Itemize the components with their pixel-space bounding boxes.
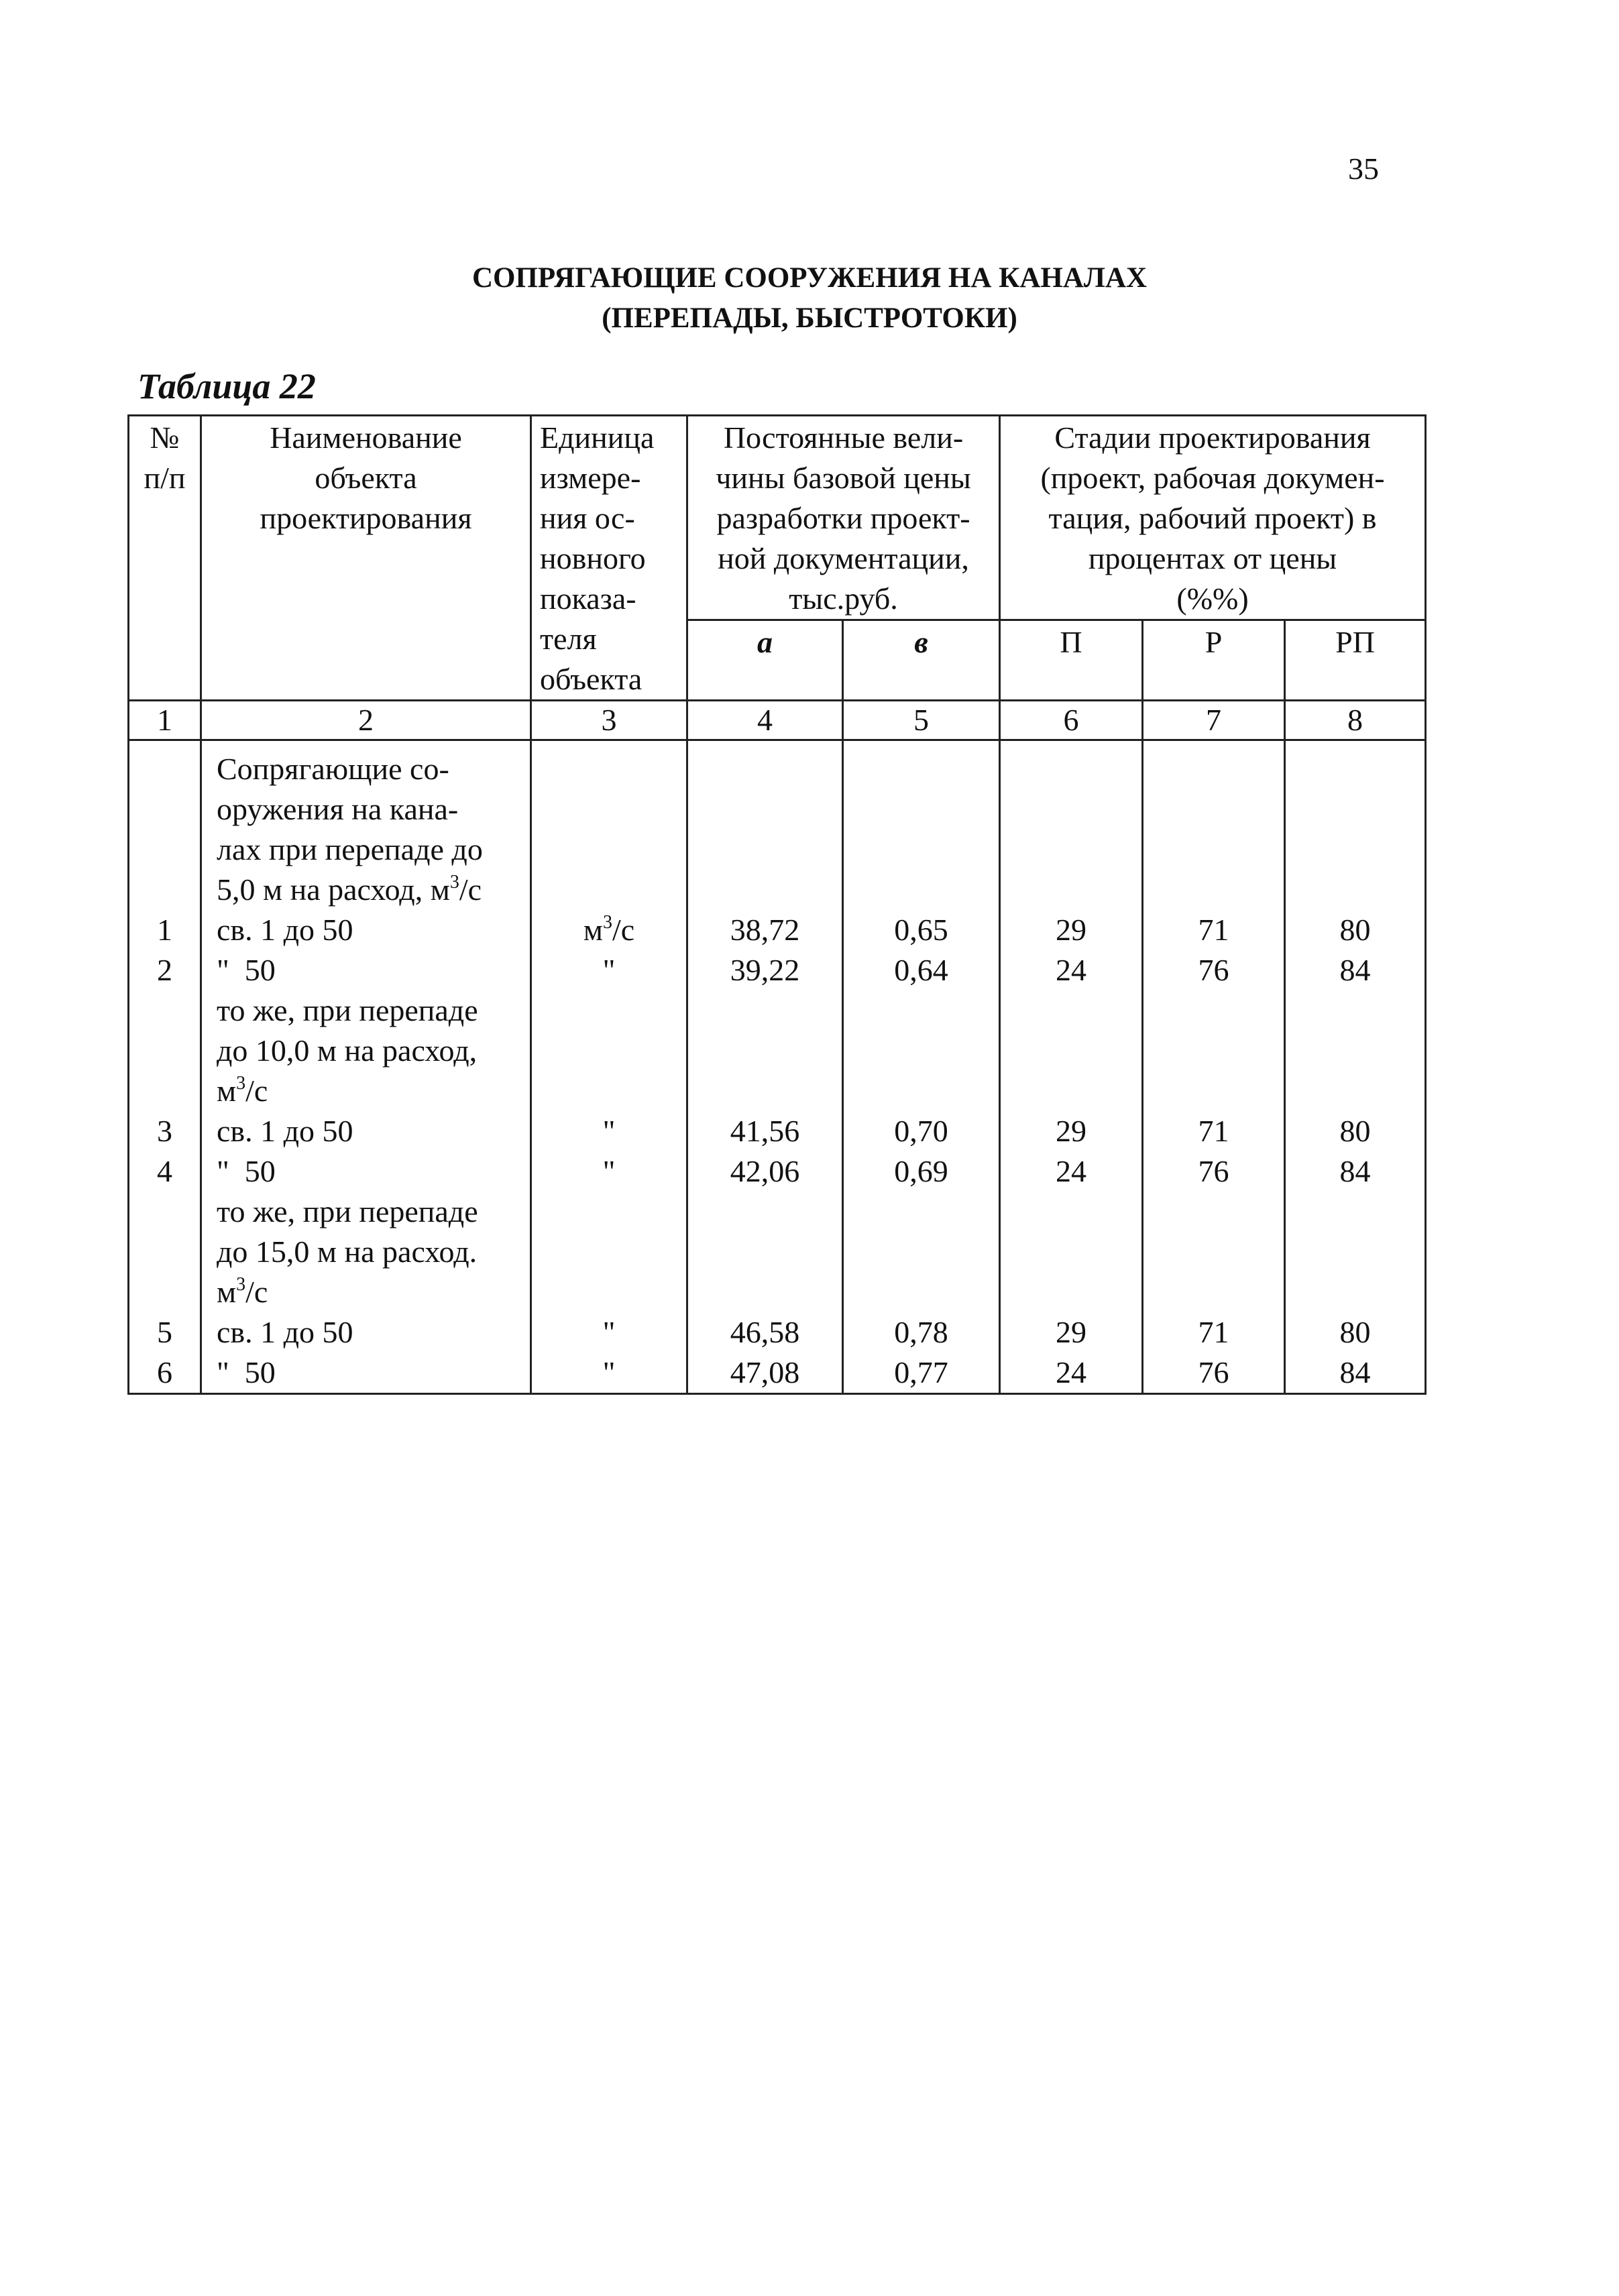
col-name (201, 740, 531, 1394)
group-label-text: м (217, 1275, 237, 1309)
group-label-line: до 15,0 м на расход. (217, 1235, 478, 1269)
row-name: " 50 (217, 1154, 276, 1188)
column-number: 8 (1285, 701, 1426, 740)
group-label-tail: /с (245, 1074, 268, 1108)
data-table (127, 414, 1427, 1395)
header-stages-line: (проект, рабочая докумен- (1040, 461, 1385, 495)
column-number: 3 (531, 701, 687, 740)
row-name: св. 1 до 50 (217, 913, 353, 947)
row-b: 0,65 (894, 913, 948, 947)
group-label-line (217, 1071, 530, 1111)
row-b: 0,70 (894, 1114, 948, 1148)
row-b: 0,78 (894, 1315, 948, 1349)
header-sub-p: П (1000, 620, 1143, 701)
header-constants-line: тыс.руб. (789, 581, 898, 616)
row-rp: 84 (1339, 1355, 1371, 1389)
row-name: " 50 (217, 953, 276, 987)
header-unit (531, 416, 687, 701)
group-label-sup: 3 (236, 1073, 246, 1094)
table-body-row (129, 740, 1426, 1394)
row-a: 41,56 (730, 1114, 800, 1148)
group-label-tail: /с (459, 872, 482, 907)
header-num-line: № (150, 420, 180, 455)
header-constants (687, 416, 1000, 620)
column-number-row (129, 701, 1426, 740)
row-r: 71 (1198, 1114, 1229, 1148)
row-rp: 80 (1339, 1315, 1371, 1349)
group-label-line: Сопрягающие со- (217, 752, 449, 786)
header-name-line: Наименование (270, 420, 462, 455)
header-sub-rp: РП (1285, 620, 1426, 701)
group-label-line: до 10,0 м на расход, (217, 1033, 478, 1068)
column-number: 6 (1000, 701, 1143, 740)
header-unit-line: объекта (540, 662, 643, 696)
row-p: 24 (1056, 1355, 1087, 1389)
row-a: 38,72 (730, 913, 800, 947)
header-sub-r: Р (1143, 620, 1285, 701)
header-stages-line: Стадии проектирования (1054, 420, 1371, 455)
group-label-line: то же, при перепаде (217, 993, 478, 1027)
header-unit-line: ния ос- (540, 501, 635, 535)
row-r: 71 (1198, 913, 1229, 947)
column-number: 7 (1143, 701, 1285, 740)
header-unit-line: новного (540, 541, 646, 575)
group-label-line: лах при перепаде до (217, 832, 483, 866)
header-name (201, 416, 531, 701)
row-p: 24 (1056, 953, 1087, 987)
row-a: 46,58 (730, 1315, 800, 1349)
header-num (129, 416, 201, 701)
row-p: 29 (1056, 1315, 1087, 1349)
row-name: " 50 (217, 1355, 276, 1389)
row-num: 6 (157, 1355, 172, 1389)
title-line-2: (ПЕРЕПАДЫ, БЫСТРОТОКИ) (602, 302, 1017, 334)
row-unit: " (602, 1315, 616, 1349)
row-a: 47,08 (730, 1355, 800, 1389)
row-unit-sup: 3 (602, 912, 612, 933)
group-label-tail: /с (245, 1275, 268, 1309)
row-p: 29 (1056, 1114, 1087, 1148)
row-rp: 80 (1339, 913, 1371, 947)
row-r: 76 (1198, 1355, 1229, 1389)
column-number: 1 (129, 701, 201, 740)
row-num: 1 (157, 913, 172, 947)
group-label-line (217, 870, 530, 910)
header-constants-line: ной документации, (718, 541, 969, 575)
header-sub-b: в (843, 620, 1000, 701)
header-name-line: объекта (315, 461, 417, 495)
row-unit: " (602, 1114, 616, 1148)
row-r: 76 (1198, 1154, 1229, 1188)
col-b (843, 740, 1000, 1394)
col-unit (531, 740, 687, 1394)
header-stages (1000, 416, 1426, 620)
row-b: 0,64 (894, 953, 948, 987)
row-unit (532, 910, 686, 950)
column-number: 4 (687, 701, 843, 740)
column-number: 2 (201, 701, 531, 740)
header-unit-line: измере- (540, 461, 641, 495)
row-num: 3 (157, 1114, 172, 1148)
col-a (687, 740, 843, 1394)
col-r (1143, 740, 1285, 1394)
col-rp (1285, 740, 1426, 1394)
row-a: 39,22 (730, 953, 800, 987)
header-stages-line: тация, рабочий проект) в (1048, 501, 1377, 535)
header-stages-line: процентах от цены (1088, 541, 1337, 575)
group-label-sup: 3 (449, 872, 459, 893)
row-r: 71 (1198, 1315, 1229, 1349)
row-num: 5 (157, 1315, 172, 1349)
row-num: 4 (157, 1154, 172, 1188)
col-p (1000, 740, 1143, 1394)
row-unit: " (602, 953, 616, 987)
header-num-line: п/п (144, 461, 186, 495)
row-a: 42,06 (730, 1154, 800, 1188)
group-label-text: 5,0 м на расход, м (217, 872, 450, 907)
row-num: 2 (157, 953, 172, 987)
column-number: 5 (843, 701, 1000, 740)
header-unit-line: Единица (540, 420, 655, 455)
row-unit: " (602, 1355, 616, 1389)
group-label-sup: 3 (236, 1274, 246, 1295)
title-line-1: СОПРЯГАЮЩИЕ СООРУЖЕНИЯ НА КАНАЛАХ (471, 262, 1148, 294)
row-name: св. 1 до 50 (217, 1114, 353, 1148)
row-rp: 80 (1339, 1114, 1371, 1148)
row-b: 0,77 (894, 1355, 948, 1389)
row-rp: 84 (1339, 1154, 1371, 1188)
header-name-line: проектирования (260, 501, 472, 535)
header-sub-a: а (687, 620, 843, 701)
group-label-line (217, 1272, 530, 1312)
row-name: св. 1 до 50 (217, 1315, 353, 1349)
header-constants-line: чины базовой цены (716, 461, 971, 495)
col-num (129, 740, 201, 1394)
row-p: 24 (1056, 1154, 1087, 1188)
group-label-line: то же, при перепаде (217, 1194, 478, 1228)
page-number: 35 (1348, 152, 1379, 186)
row-unit-text: м (583, 913, 603, 947)
group-label-text: м (217, 1074, 237, 1108)
row-r: 76 (1198, 953, 1229, 987)
header-unit-line: теля (540, 622, 597, 656)
table-caption: Таблица 22 (137, 366, 316, 406)
row-p: 29 (1056, 913, 1087, 947)
header-constants-line: Постоянные вели- (723, 420, 964, 455)
row-b: 0,69 (894, 1154, 948, 1188)
header-unit-line: показа- (540, 581, 636, 616)
document-title (0, 258, 1619, 339)
group-label-line: оружения на кана- (217, 792, 459, 826)
row-unit: " (602, 1154, 616, 1188)
row-unit-tail: /с (612, 913, 635, 947)
header-constants-line: разработки проект- (716, 501, 970, 535)
row-rp: 84 (1339, 953, 1371, 987)
header-stages-line: (%%) (1176, 581, 1249, 616)
